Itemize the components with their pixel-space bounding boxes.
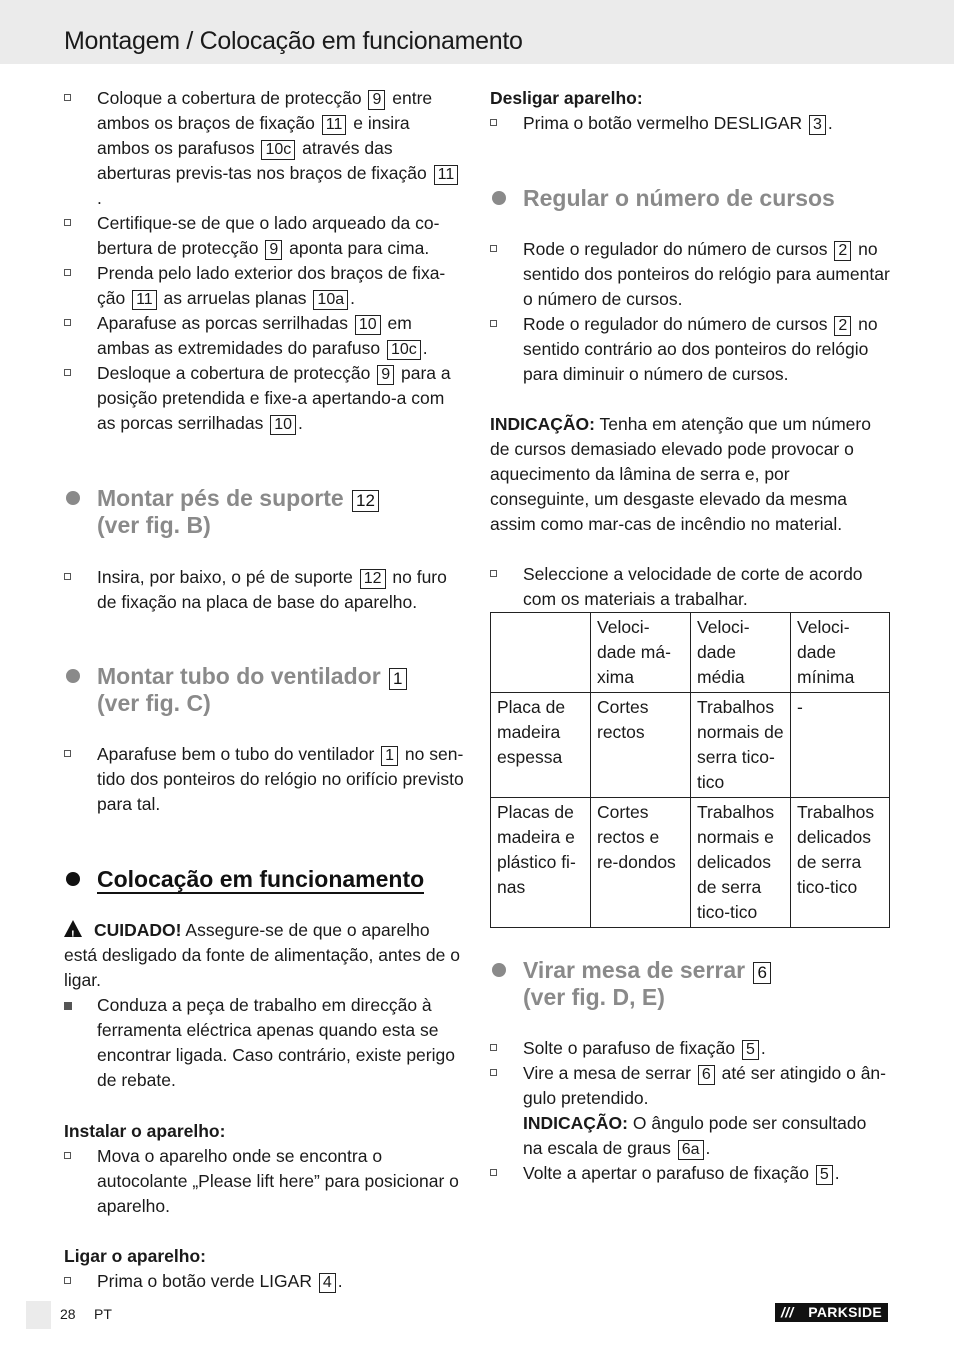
- table-cell: Veloci-dade média: [691, 613, 791, 693]
- table-cell: Placas de madeira e plástico fi-nas: [491, 798, 591, 928]
- checkbox-bullet-icon: [490, 119, 497, 126]
- checkbox-bullet-icon: [64, 573, 71, 580]
- checkbox-bullet-icon: [490, 320, 497, 327]
- checkbox-bullet-icon: [490, 1069, 497, 1076]
- page-title: Montagem / Colocação em funcionamento: [64, 27, 523, 55]
- checkbox-bullet-icon: [64, 369, 71, 376]
- checkbox-bullet-icon: [64, 219, 71, 226]
- table-cell: Cortes rectos e re-dondos: [591, 798, 691, 928]
- list-item: Prima o botão vermelho DESLIGAR 3 .: [490, 111, 890, 136]
- table-cell: Placa de madeira espessa: [491, 693, 591, 798]
- section-heading: Colocação em funcionamento: [64, 866, 464, 892]
- bullet-dot-icon: [492, 963, 506, 977]
- bullet-dot-icon: [66, 669, 80, 683]
- checkbox-bullet-icon: [490, 570, 497, 577]
- checkbox-bullet-icon: [64, 269, 71, 276]
- bullet-dot-icon: [66, 872, 80, 886]
- list-item: Volte a apertar o parafuso de fixação 5 .: [490, 1161, 890, 1186]
- list-item: Prima o botão verde LIGAR 4 .: [64, 1269, 464, 1294]
- list-item: Desloque a cobertura de protecção 9 para a posição pretendida e fixe-a apertando-a com as porcas serrilhadas 10 .: [64, 361, 464, 436]
- table-cell: [491, 613, 591, 693]
- note-paragraph: INDICAÇÃO: Tenha em atenção que um número de cursos demasiado elevado pode provocar o aquecimento da lâmina de serra e, por conseguinte, um desgaste elevado da mesma assim como mar-cas de incêndio no material.: [490, 414, 871, 534]
- table-cell: Trabalhos delicados de serra tico-tico: [791, 798, 890, 928]
- left-column: [64, 86, 464, 1294]
- subheading: Instalar o aparelho:: [64, 1121, 226, 1141]
- bullet-dot-icon: [492, 191, 506, 205]
- language-code: PT: [94, 1306, 112, 1322]
- table-cell: Trabalhos normais de serra tico-tico: [691, 693, 791, 798]
- list-item: Mova o aparelho onde se encontra o autocolante „Please lift here” para posicionar o aparelho.: [64, 1144, 464, 1219]
- checkbox-bullet-icon: [64, 1277, 71, 1284]
- parkside-logo: /// PARKSIDE: [775, 1303, 888, 1322]
- checkbox-bullet-icon: [64, 1152, 71, 1159]
- list-item: Certifique-se de que o lado arqueado da co-bertura de protecção 9 aponta para cima.: [64, 211, 464, 261]
- checkbox-bullet-icon: [490, 1169, 497, 1176]
- warning-triangle-icon: [64, 920, 82, 937]
- section-heading: Virar mesa de serrar 6 (ver fig. D, E): [490, 957, 890, 1010]
- table-cell: Cortes rectos: [591, 693, 691, 798]
- list-item: Seleccione a velocidade de corte de acordo com os materiais a trabalhar.: [490, 562, 890, 612]
- checkbox-bullet-icon: [490, 245, 497, 252]
- table-row: [491, 693, 890, 798]
- list-item: Conduza a peça de trabalho em direcção à ferramenta eléctrica apenas quando esta se encontrar ligada. Caso contrário, existe perigo de rebate.: [64, 993, 464, 1093]
- page-header: [0, 0, 954, 64]
- table-cell: Trabalhos normais e delicados de serra tico-tico: [691, 798, 791, 928]
- section-heading: Montar pés de suporte 12 (ver fig. B): [64, 485, 464, 538]
- right-column: [490, 86, 890, 1186]
- list-item: Rode o regulador do número de cursos 2 no sentido contrário ao dos ponteiros do relógio para diminuir o número de cursos.: [490, 312, 890, 387]
- table-cell: Veloci-dade má-xima: [591, 613, 691, 693]
- page-number: 28: [60, 1306, 76, 1322]
- list-item: Coloque a cobertura de protecção 9 entre ambos os braços de fixação 11 e insira ambos os parafusos 10c através das aberturas previs-tas nos braços de fixação 11.: [64, 86, 464, 211]
- checkbox-bullet-icon: [64, 750, 71, 757]
- section-heading: Regular o número de cursos: [490, 185, 890, 211]
- subheading: Desligar aparelho:: [490, 88, 643, 108]
- caution-paragraph: !CUIDADO! Assegure-se de que o aparelho está desligado da fonte de alimentação, antes de o ligar.: [64, 918, 464, 993]
- list-item: Solte o parafuso de fixação 5 .: [490, 1036, 890, 1061]
- list-item: Rode o regulador do número de cursos 2 no sentido dos ponteiros do relógio para aumentar o número de cursos.: [490, 237, 890, 312]
- list-item: Aparafuse bem o tubo do ventilador 1 no sen-tido dos ponteiros do relógio no orifício previsto para tal.: [64, 742, 464, 817]
- logo-slashes-icon: ///: [781, 1304, 794, 1320]
- list-item: Aparafuse as porcas serrilhadas 10 em ambas as extremidades do parafuso 10c .: [64, 311, 464, 361]
- speed-table: [490, 612, 890, 928]
- list-item: Prenda pelo lado exterior dos braços de fixa-ção 11 as arruelas planas 10a .: [64, 261, 464, 311]
- checkbox-bullet-icon: [64, 319, 71, 326]
- footer-tab: [26, 1301, 51, 1329]
- table-row: [491, 798, 890, 928]
- checkbox-bullet-icon: [64, 94, 71, 101]
- square-bullet-icon: [64, 1002, 72, 1010]
- table-row: [491, 613, 890, 693]
- section-heading: Montar tubo do ventilador 1 (ver fig. C): [64, 663, 464, 716]
- subheading: Ligar o aparelho:: [64, 1246, 206, 1266]
- table-cell: Veloci-dade mínima: [791, 613, 890, 693]
- table-cell: -: [791, 693, 890, 798]
- list-item: Insira, por baixo, o pé de suporte 12 no furo de fixação na placa de base do aparelho.: [64, 565, 464, 615]
- list-item: Vire a mesa de serrar 6 até ser atingido o ân-gulo pretendido. INDICAÇÃO: O ângulo pode ser consultado na escala de graus 6a .: [490, 1061, 890, 1161]
- checkbox-bullet-icon: [490, 1044, 497, 1051]
- bullet-dot-icon: [66, 491, 80, 505]
